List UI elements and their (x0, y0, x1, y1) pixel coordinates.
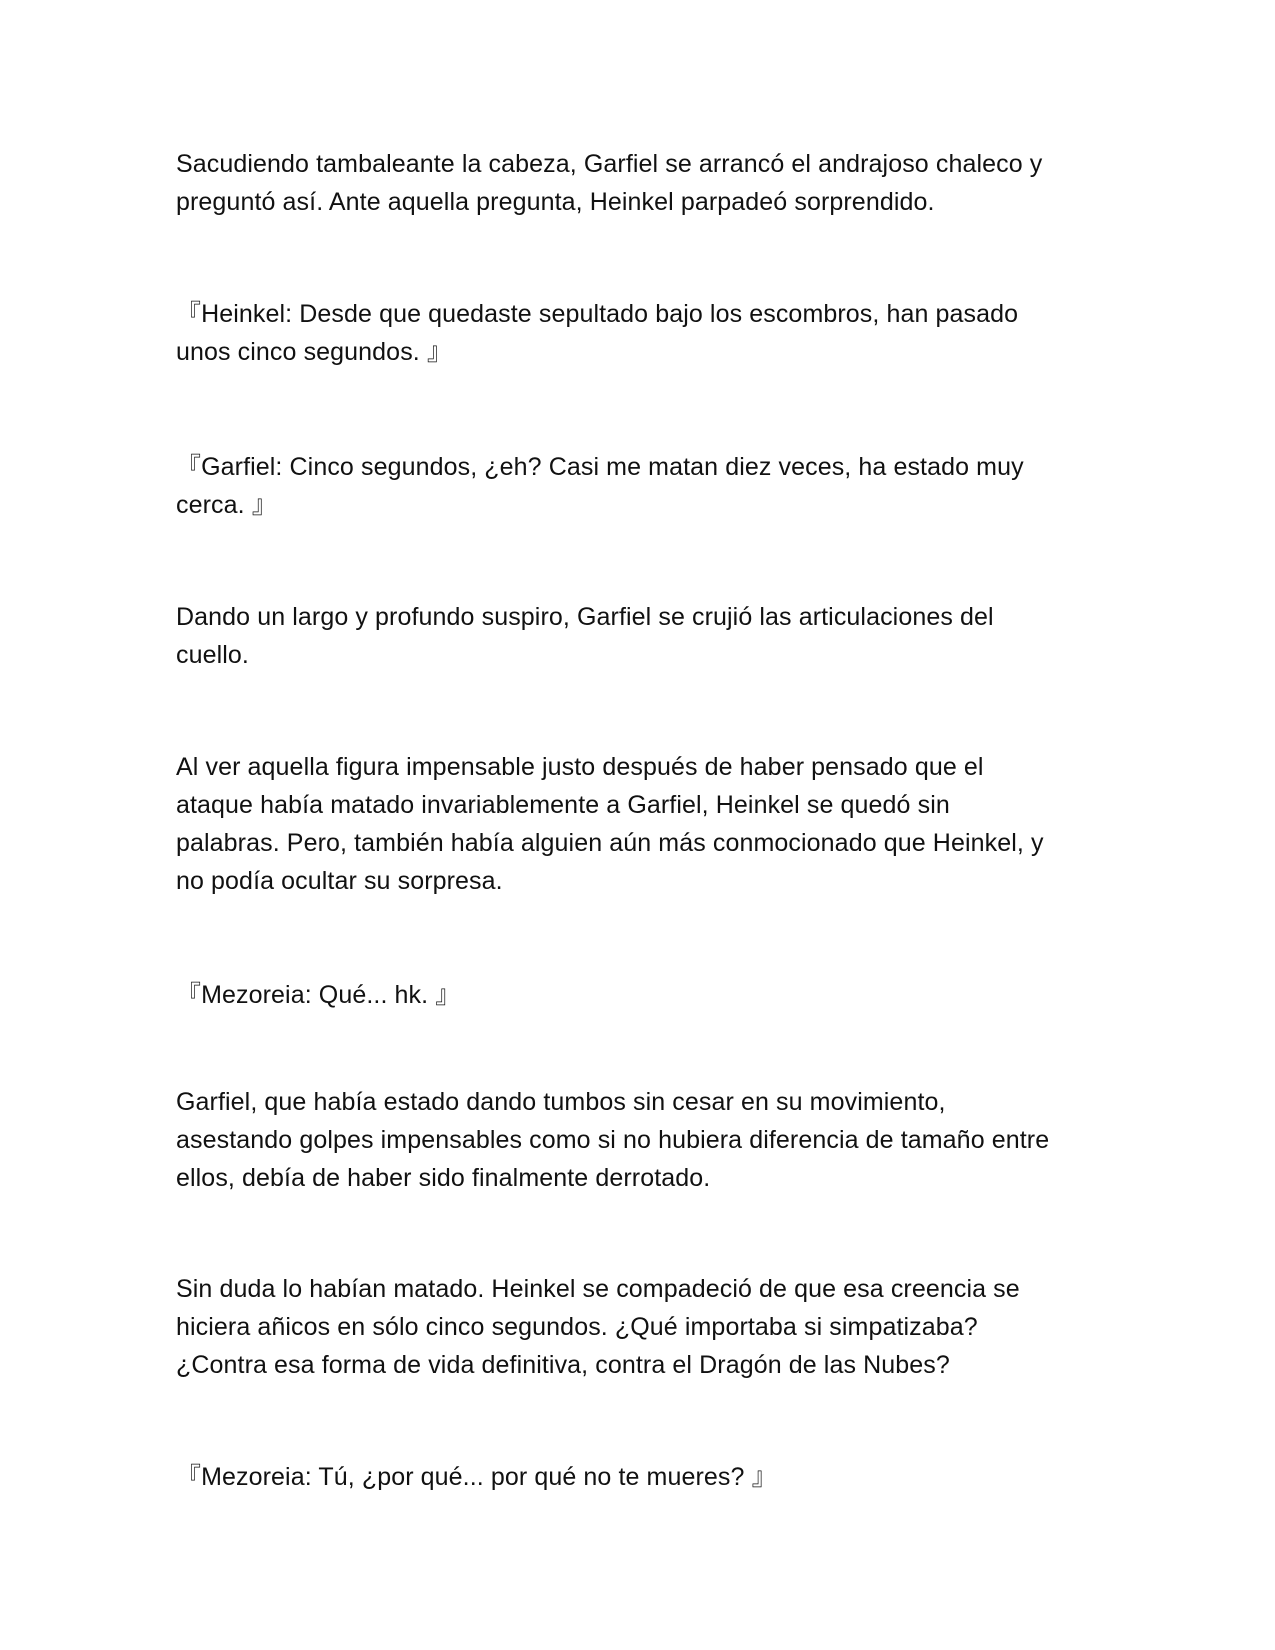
text-line: hiciera añicos en sólo cinco segundos. ¿Qué importaba si simpatizaba? (176, 1313, 978, 1341)
text-line: 『Mezoreia: Tú, ¿por qué... por qué no te mueres? 』 (176, 1463, 777, 1491)
text-line: unos cinco segundos. 』 (176, 338, 452, 366)
text-line: Al ver aquella figura impensable justo después de haber pensado que el (176, 753, 984, 781)
paragraph-narration-4 (176, 1083, 1096, 1197)
paragraph-narration-1 (176, 145, 1096, 221)
text-line: Garfiel, que había estado dando tumbos sin cesar en su movimiento, (176, 1088, 946, 1116)
paragraph-dialogue-mezoreia-2 (176, 1458, 1096, 1496)
text-line: 『Heinkel: Desde que quedaste sepultado bajo los escombros, han pasado (176, 300, 1019, 328)
text-line: preguntó así. Ante aquella pregunta, Heinkel parpadeó sorprendido. (176, 188, 935, 216)
paragraph-narration-2 (176, 598, 1096, 674)
text-line: palabras. Pero, también había alguien aún más conmocionado que Heinkel, y (176, 829, 1044, 857)
text-line: no podía ocultar su sorpresa. (176, 867, 503, 895)
paragraph-dialogue-mezoreia-1 (176, 976, 1096, 1014)
paragraph-dialogue-garfiel (176, 448, 1096, 524)
text-line: cuello. (176, 641, 249, 669)
text-line: Sacudiendo tambaleante la cabeza, Garfiel se arrancó el andrajoso chaleco y (176, 150, 1043, 178)
text-line: ¿Contra esa forma de vida definitiva, contra el Dragón de las Nubes? (176, 1351, 950, 1379)
text-line: Sin duda lo habían matado. Heinkel se compadeció de que esa creencia se (176, 1275, 1020, 1303)
paragraph-dialogue-heinkel (176, 295, 1096, 371)
text-line: ellos, debía de haber sido finalmente derrotado. (176, 1164, 711, 1192)
text-line: 『Mezoreia: Qué... hk. 』 (176, 981, 461, 1009)
text-line: asestando golpes impensables como si no hubiera diferencia de tamaño entre (176, 1126, 1050, 1154)
text-line: 『Garfiel: Cinco segundos, ¿eh? Casi me matan diez veces, ha estado muy (176, 453, 1024, 481)
text-line: Dando un largo y profundo suspiro, Garfiel se crujió las articulaciones del (176, 603, 994, 631)
text-line: cerca. 』 (176, 491, 277, 519)
text-line: ataque había matado invariablemente a Garfiel, Heinkel se quedó sin (176, 791, 950, 819)
paragraph-narration-5 (176, 1270, 1096, 1384)
paragraph-narration-3 (176, 748, 1096, 900)
